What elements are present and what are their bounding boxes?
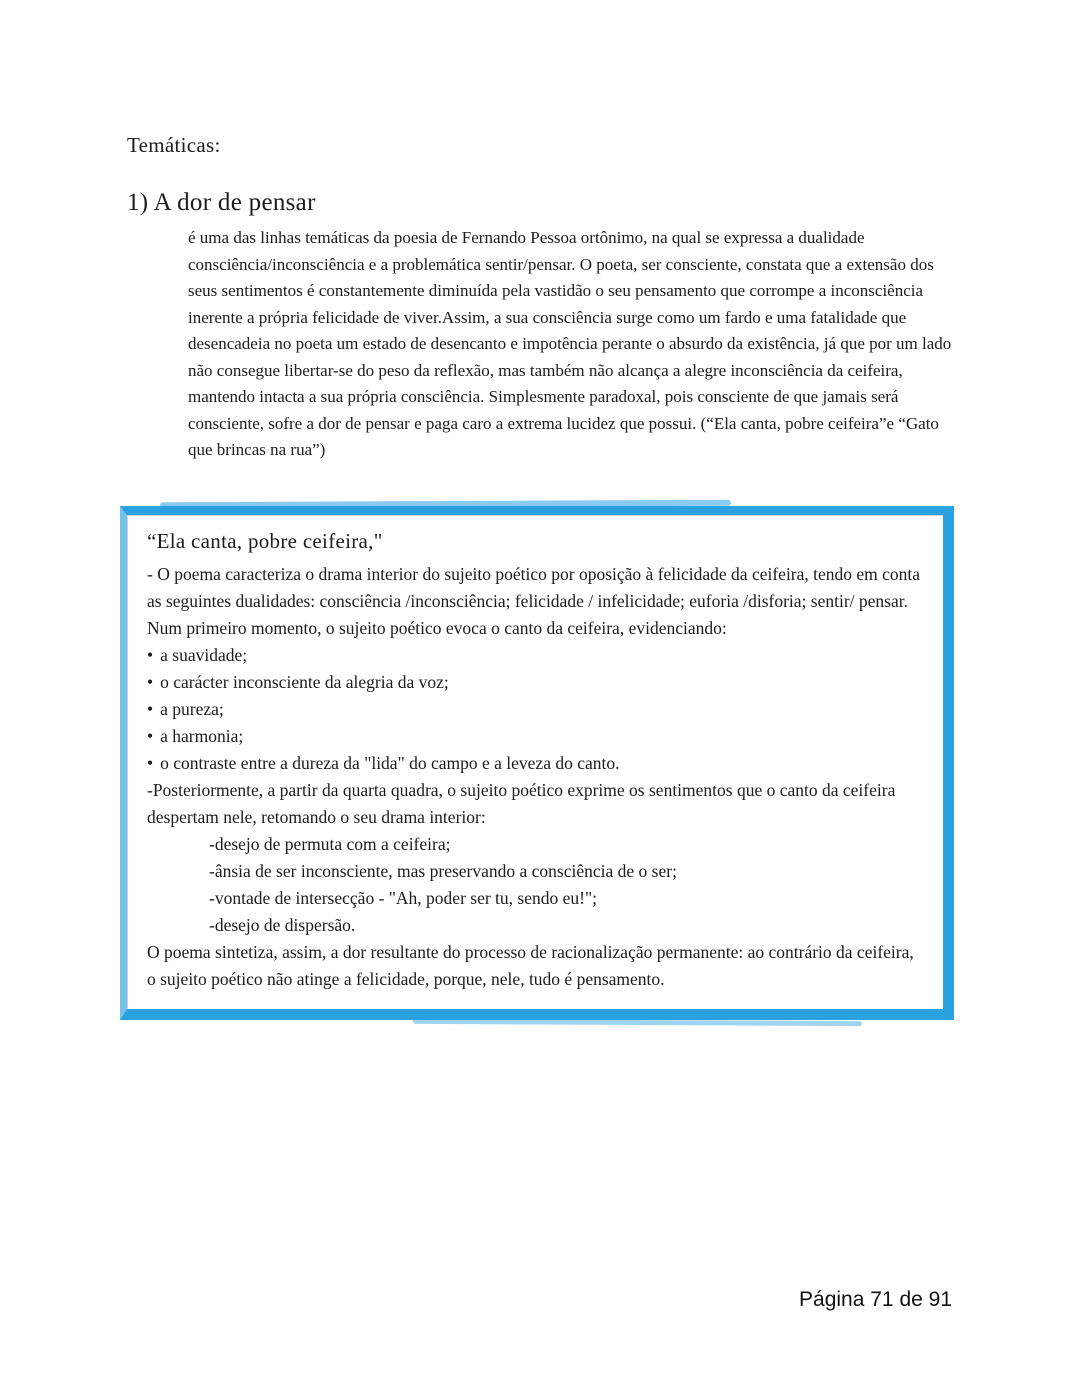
page-number: Página 71 de 91	[799, 1288, 952, 1311]
bullet-item	[147, 723, 923, 750]
callout-heading: “Ela canta, pobre ceifeira,"	[147, 528, 383, 553]
sub-item: -ânsia de ser inconsciente, mas preservando a consciência de o ser;	[209, 860, 677, 881]
callout-paragraph-4: O poema sintetiza, assim, a dor resultante do processo de racionalização permanente: ao contrário da ceifeira, o sujeito poético não atinge a felicidade, porque, nele, tudo é pensamento.	[147, 941, 914, 989]
bullet-text: a suavidade;	[160, 644, 248, 665]
bullet-marker: •	[147, 752, 154, 773]
callout-paragraph-2: Num primeiro momento, o sujeito poético evoca o canto da ceifeira, evidenciando:	[147, 617, 727, 638]
sub-item: -desejo de dispersão.	[209, 914, 356, 935]
callout-paragraph-3: -Posteriormente, a partir da quarta quadra, o sujeito poético exprime os sentimentos que o canto da ceifeira despertam nele, retomando o seu drama interior:	[147, 779, 896, 827]
bullet-item	[147, 642, 923, 669]
bullet-marker: •	[147, 671, 154, 692]
bullet-item	[147, 669, 923, 696]
section-paragraph: é uma das linhas temáticas da poesia de Fernando Pessoa ortônimo, na qual se expressa a dualidade consciência/inconsciência e a problemática sentir/pensar. O poeta, ser consciente, constata que a extensão dos seus sentimentos é constantemente diminuída pela vastidão o seu pensamento que corrompe a inconsciência inerente a própria felicidade de viver.Assim, a sua consciência surge como um fardo e uma fatalidade que desencadeia no poeta um estado de desencanto e impotência perante o absurdo da existência, já que por um lado não consegue libertar-se do peso da reflexão, mas também não alcança a alegre inconsciência da ceifeira, mantendo intacta a sua própria consciência. Simplesmente paradoxal, pois consciente de que jamais será consciente, sofre a dor de pensar e paga caro a extrema lucidez que possui. (“Ela canta, pobre ceifeira”e “Gato que brincas na rua”)	[188, 228, 952, 459]
bullet-marker: •	[147, 644, 154, 665]
section-heading: 1) A dor de pensar	[127, 189, 316, 216]
bullet-marker: •	[147, 698, 154, 719]
callout-paragraph-1: - O poema caracteriza o drama interior do sujeito poético por oposição à felicidade da ceifeira, tendo em conta as seguintes dualidades: consciência /inconsciência; felicidade / infelicidade; euforia /disforia; sentir/ pensar.	[147, 563, 921, 611]
page-title: Temáticas:	[127, 133, 221, 157]
sub-list	[147, 831, 923, 939]
sub-item: -desejo de permuta com a ceifeira;	[209, 833, 451, 854]
bullet-marker: •	[147, 725, 154, 746]
callout-box	[120, 506, 954, 1020]
bullet-text: o contraste entre a dureza da "lida" do campo e a leveza do canto.	[160, 752, 620, 773]
bullet-text: a pureza;	[160, 698, 224, 719]
bullet-list	[147, 642, 923, 777]
bullet-text: a harmonia;	[160, 725, 244, 746]
bullet-item	[147, 696, 923, 723]
bullet-item	[147, 750, 923, 777]
sub-item: -vontade de intersecção - "Ah, poder ser tu, sendo eu!";	[209, 887, 597, 908]
bullet-text: o carácter inconsciente da alegria da voz;	[160, 671, 449, 692]
